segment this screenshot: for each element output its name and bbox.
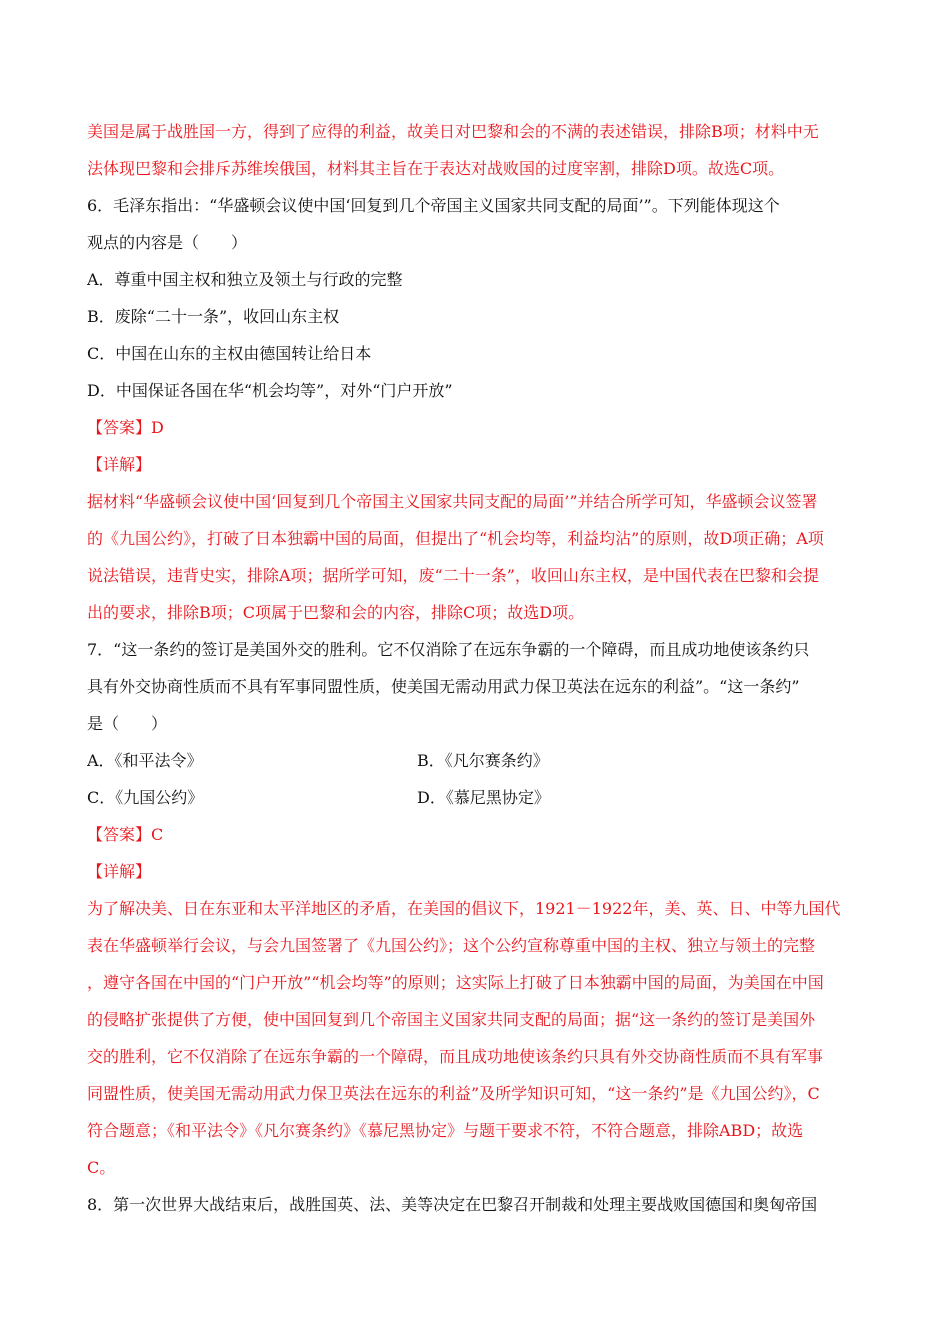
- prev-explanation-line: 法体现巴黎和会排斥苏维埃俄国，材料其主旨在于表达对战败国的过度宰割，排除D项。故选C项。: [87, 159, 785, 178]
- answer-value: C: [151, 825, 164, 844]
- prev-explanation-line: 美国是属于战胜国一方，得到了应得的利益，故美日对巴黎和会的不满的表述错误，排除B项；材料中无: [87, 122, 819, 141]
- q7-explanation-line: 同盟性质，使美国无需动用武力保卫英法在远东的利益”及所学知识可知，“这一条约”是《九国公约》，C: [87, 1084, 820, 1103]
- q8-stem-line: 8．第一次世界大战结束后，战胜国英、法、美等决定在巴黎召开制裁和处理主要战败国德国和奥匈帝国: [87, 1195, 818, 1214]
- q6-stem-line: 6．毛泽东指出：“华盛顿会议使中国‘回复到几个帝国主义国家共同支配的局面’”。下列能体现这个: [87, 196, 780, 215]
- q7-detail-tag: 【详解】: [87, 862, 152, 881]
- q6-option-a: A．尊重中国主权和独立及领土与行政的完整: [87, 270, 403, 289]
- q7-explanation-line: ，遵守各国在中国的“门户开放”“机会均等”的原则；这实际上打破了日本独霸中国的局面，为美国在中国: [87, 973, 824, 992]
- q7-explanation-line: 交的胜利，它不仅消除了在远东争霸的一个障碍，而且成功地使该条约只具有外交协商性质而不具有军事: [87, 1047, 824, 1066]
- q7-option-c: C．《九国公约》: [87, 788, 204, 807]
- q7-option-a: A．《和平法令》: [87, 751, 203, 770]
- q7-explanation-line: C。: [87, 1158, 116, 1177]
- answer-tag: 【答案】: [87, 825, 152, 844]
- q7-stem-line: 是（ ）: [87, 714, 168, 733]
- q6-detail-tag: 【详解】: [87, 455, 152, 474]
- q6-explanation-line: 据材料“华盛顿会议使中国‘回复到几个帝国主义国家共同支配的局面’”并结合所学可知，华盛顿会议签署: [87, 492, 818, 511]
- q6-option-b: B．废除“二十一条”，收回山东主权: [87, 307, 340, 326]
- q6-answer: [87, 409, 867, 446]
- answer-tag: 【答案】: [87, 418, 152, 437]
- q6-explanation-line: 出的要求，排除B项；C项属于巴黎和会的内容，排除C项；故选D项。: [87, 603, 585, 622]
- q7-explanation-line: 表在华盛顿举行会议，与会九国签署了《九国公约》；这个公约宣称尊重中国的主权、独立与领土的完整: [87, 936, 816, 955]
- q7-stem-line: 7．“这一条约的签订是美国外交的胜利。它不仅消除了在远东争霸的一个障碍，而且成功地使该条约只: [87, 640, 810, 659]
- q6-option-c: C．中国在山东的主权由德国转让给日本: [87, 344, 372, 363]
- q7-stem-line: 具有外交协商性质而不具有军事同盟性质，使美国无需动用武力保卫英法在远东的利益”。“这一条约”: [87, 677, 800, 696]
- q7-explanation-line: 的侵略扩张提供了方便，使中国回复到几个帝国主义国家共同支配的局面；据“这一条约的签订是美国外: [87, 1010, 816, 1029]
- document-content: [87, 113, 867, 1223]
- q6-explanation-line: 说法错误，违背史实，排除A项；据所学可知，废“二十一条”，收回山东主权，是中国代表在巴黎和会提: [87, 566, 819, 585]
- q7-answer: [87, 816, 867, 853]
- q6-explanation-line: 的《九国公约》，打破了日本独霸中国的局面，但提出了“机会均等，利益均沾”的原则，故D项正确；A项: [87, 529, 824, 548]
- q7-options-row: [87, 742, 867, 779]
- q6-stem-line: 观点的内容是（ ）: [87, 233, 248, 252]
- q7-options-row: [87, 779, 867, 816]
- q7-explanation-line: 符合题意；《和平法令》《凡尔赛条约》《慕尼黑协定》与题干要求不符，不符合题意，排除ABD；故选: [87, 1121, 804, 1140]
- q6-option-d: D．中国保证各国在华“机会均等”，对外“门户开放”: [87, 381, 453, 400]
- answer-value: D: [151, 418, 164, 437]
- q7-explanation-line: 为了解决美、日在东亚和太平洋地区的矛盾，在美国的倡议下，1921－1922年，美、英、日、中等九国代: [87, 899, 841, 918]
- q7-option-b: B．《凡尔赛条约》: [417, 751, 549, 770]
- q7-option-d: D．《慕尼黑协定》: [417, 788, 550, 807]
